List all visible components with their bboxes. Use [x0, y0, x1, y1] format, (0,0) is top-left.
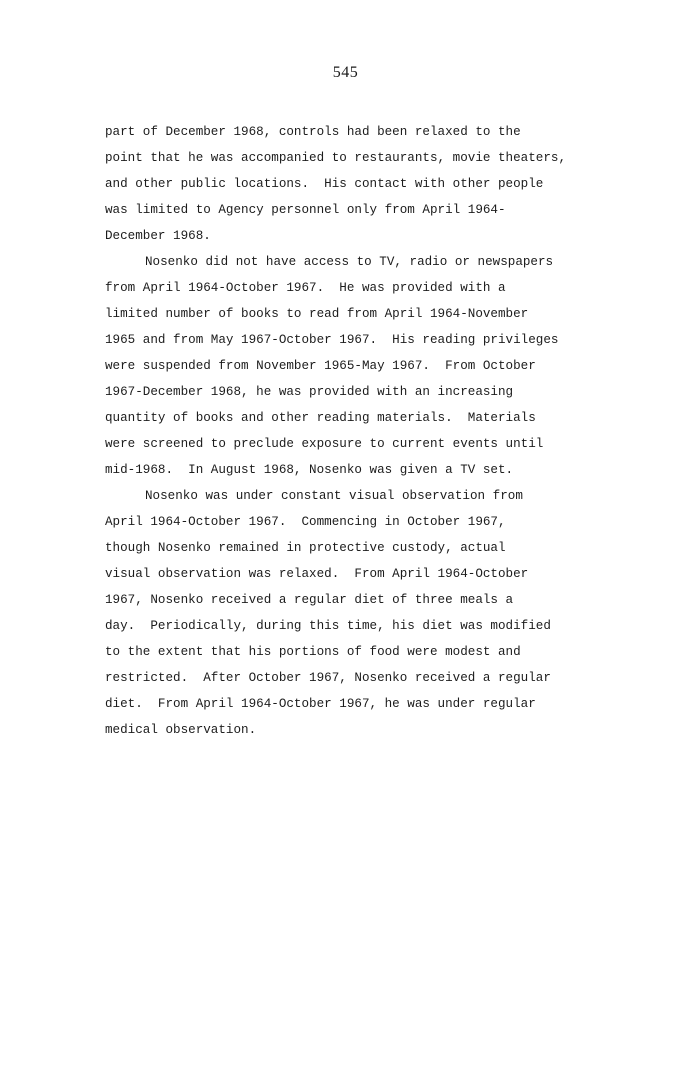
text-line: and other public locations. His contact with other people [105, 177, 544, 191]
text-line: limited number of books to read from April 1964-November [105, 307, 529, 321]
paragraph [105, 249, 665, 483]
text-line: restricted. After October 1967, Nosenko received a regular [105, 671, 551, 685]
text-line: mid-1968. In August 1968, Nosenko was given a TV set. [105, 463, 514, 477]
text-line: 1967, Nosenko received a regular diet of three meals a [105, 593, 514, 607]
paragraph [105, 119, 665, 249]
text-line: 1967-December 1968, he was provided with an increasing [105, 385, 514, 399]
text-line: visual observation was relaxed. From April 1964-October [105, 567, 529, 581]
text-line: were screened to preclude exposure to current events until [105, 437, 544, 451]
text-line: Nosenko did not have access to TV, radio or newspapers [145, 255, 554, 269]
text-line: point that he was accompanied to restaurants, movie theaters, [105, 151, 567, 165]
text-line: 1965 and from May 1967-October 1967. His reading privileges [105, 333, 559, 347]
text-line: though Nosenko remained in protective custody, actual [105, 541, 506, 555]
paragraph [105, 483, 665, 743]
text-line: December 1968. [105, 229, 211, 243]
body-text [105, 119, 665, 743]
text-line: to the extent that his portions of food were modest and [105, 645, 521, 659]
text-line: April 1964-October 1967. Commencing in October 1967, [105, 515, 506, 529]
page-number: 545 [332, 64, 359, 81]
text-line: Nosenko was under constant visual observation from [145, 489, 523, 503]
text-line: quantity of books and other reading materials. Materials [105, 411, 536, 425]
text-line: was limited to Agency personnel only from April 1964- [105, 203, 506, 217]
text-line: medical observation. [105, 723, 257, 737]
text-line: were suspended from November 1965-May 1967. From October [105, 359, 536, 373]
text-line: from April 1964-October 1967. He was provided with a [105, 281, 506, 295]
text-line: part of December 1968, controls had been relaxed to the [105, 125, 521, 139]
text-line: diet. From April 1964-October 1967, he was under regular [105, 697, 536, 711]
text-line: day. Periodically, during this time, his diet was modified [105, 619, 551, 633]
